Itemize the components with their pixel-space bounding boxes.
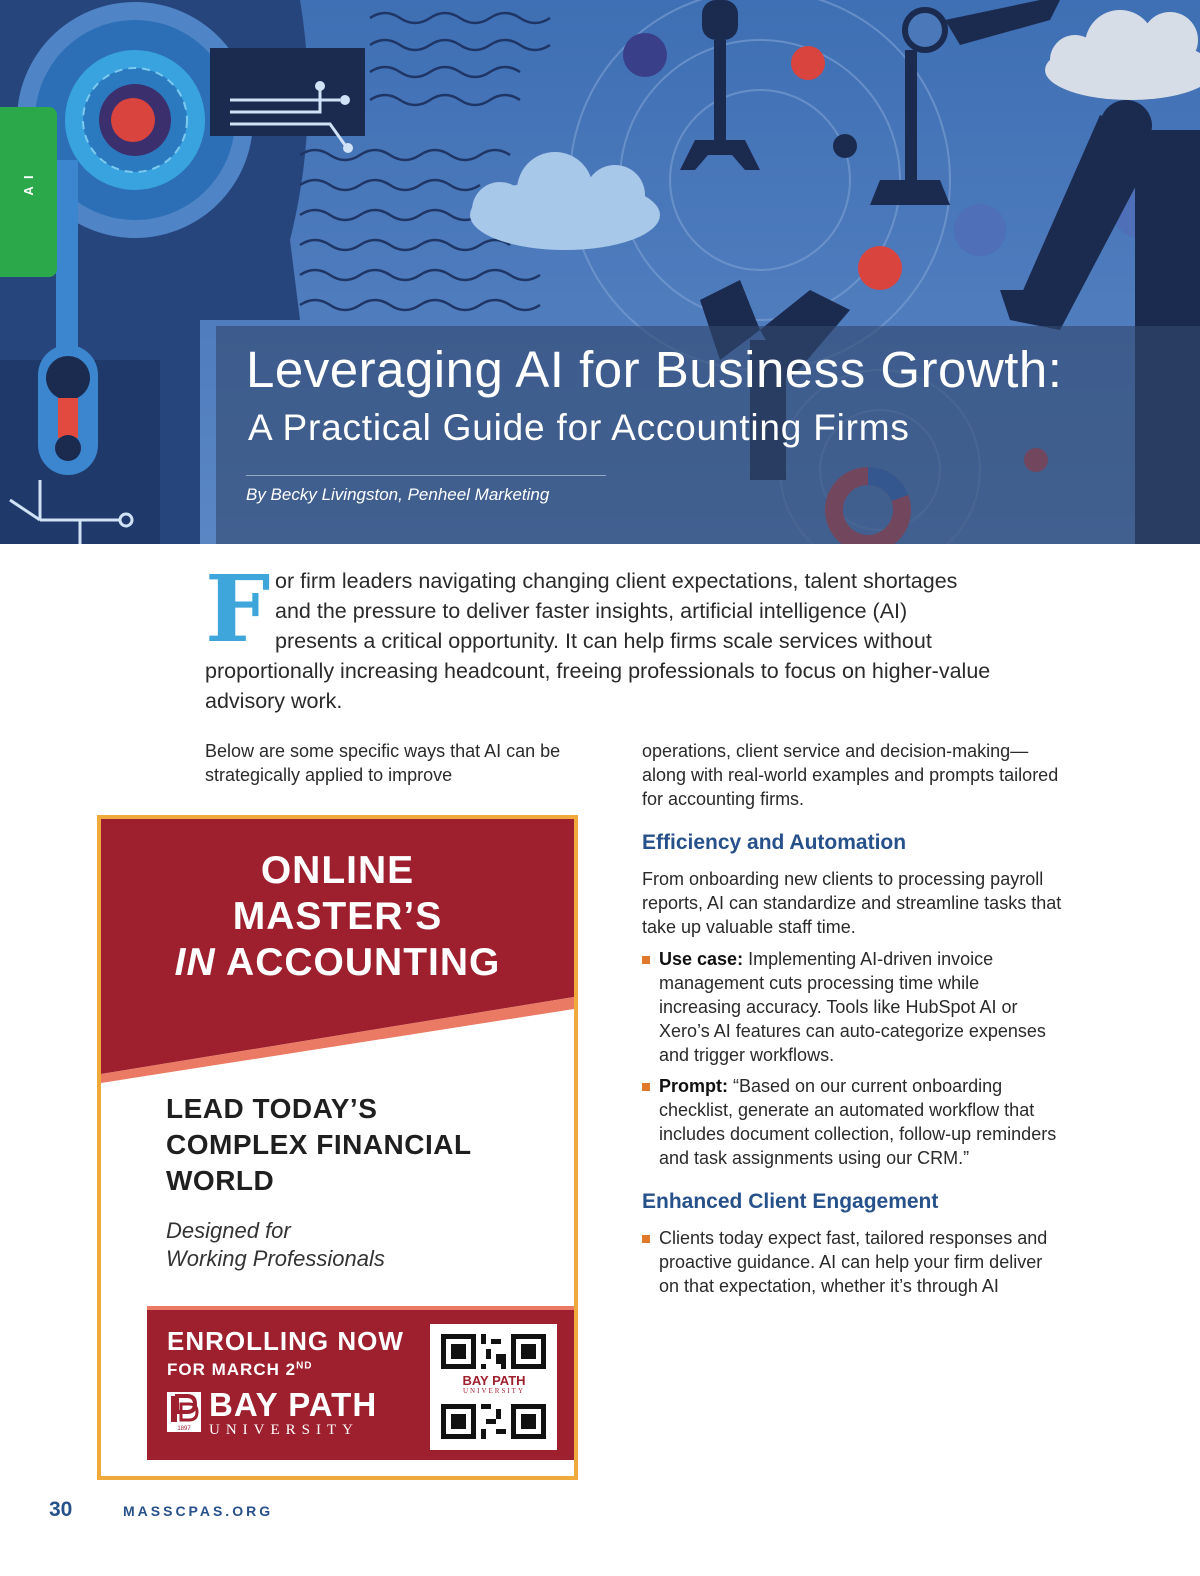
right-column: [642, 739, 1062, 1305]
bullet-label: Prompt:: [659, 1076, 728, 1096]
bullet-text: Clients today expect fast, tailored responses and proactive guidance. AI can help your firm deliver on that expectation, whether it’s through AI: [659, 1228, 1048, 1296]
drop-cap: F: [205, 555, 271, 663]
qr-code[interactable]: [430, 1324, 557, 1450]
section-body: From onboarding new clients to processing payroll reports, AI can standardize and streamline tasks that take up valuable staff time.: [642, 869, 1062, 937]
ad-headline-3: [101, 941, 574, 985]
qr-logo: [444, 1374, 544, 1395]
bullet-list: [642, 947, 1062, 1170]
list-item: [642, 947, 1062, 1067]
bullet-square-icon: [642, 1235, 650, 1243]
ad-enroll-text: ENROLLING NOW: [167, 1326, 404, 1356]
logo-year: 1897: [177, 1426, 191, 1432]
advertisement[interactable]: [97, 815, 578, 1480]
intro-text: or firm leaders navigating changing client expectations, talent shortages and the pressure to deliver faster insights, artificial intelligence (AI) presents a critical opportunity. It can help firms scale services without proportionally increasing headcount, freeing professionals to focus on higher-value advisory work.: [205, 569, 991, 713]
ad-designed-1: Designed for: [166, 1218, 291, 1243]
ad-logo-name: BAY PATH: [209, 1386, 378, 1423]
page-number: 30: [49, 1498, 73, 1521]
section-tab: [0, 107, 57, 277]
left-column-text: Below are some specific ways that AI can be strategically applied to improve: [205, 741, 561, 785]
section-heading: Efficiency and Automation: [642, 831, 907, 854]
ad-lead-1: LEAD TODAY’S: [166, 1093, 378, 1124]
article-subtitle: A Practical Guide for Accounting Firms: [248, 407, 910, 448]
ad-headline-3-italic: IN: [174, 941, 216, 984]
ad-enroll-banner: [147, 1306, 574, 1460]
bullet-text: Implementing AI-driven invoice management cuts processing time while increasing accuracy. Tools like HubSpot AI or Xero’s AI features can auto-categorize expenses and trigger workflows.: [659, 949, 1046, 1065]
ad-headline-3-text: ACCOUNTING: [226, 941, 501, 984]
bullet-list: [642, 1226, 1062, 1298]
bay-path-logo-icon: [167, 1392, 201, 1432]
title-divider: [246, 475, 606, 476]
ad-march-text: [167, 1360, 313, 1380]
site-url[interactable]: MASSCPAS.ORG: [123, 1503, 274, 1519]
article-title: Leveraging AI for Business Growth:: [246, 341, 1063, 398]
section-tab-label: A I: [21, 173, 36, 196]
ad-march-label: FOR MARCH 2: [167, 1360, 297, 1379]
ad-headline-2: MASTER’S: [232, 895, 443, 938]
ad-lead-2: COMPLEX FINANCIAL: [166, 1129, 472, 1160]
ad-logo-sub: UNIVERSITY: [209, 1422, 359, 1438]
hero-illustration: [0, 0, 1200, 544]
ad-headline-1: ONLINE: [260, 849, 415, 892]
ad-designed-2: Working Professionals: [166, 1246, 385, 1271]
article-byline: By Becky Livingston, Penheel Marketing: [246, 485, 550, 504]
ad-march-sup: ND: [296, 1360, 313, 1372]
bullet-label: Use case:: [659, 949, 744, 969]
list-item: [642, 1226, 1062, 1298]
qr-logo-name: BAY PATH: [462, 1373, 526, 1388]
bullet-square-icon: [642, 956, 650, 964]
ad-lead-3: WORLD: [166, 1165, 275, 1196]
qr-logo-sub: UNIVERSITY: [463, 1387, 525, 1395]
section-heading: Enhanced Client Engagement: [642, 1190, 939, 1213]
intro-paragraph: [205, 555, 995, 716]
bullet-text: “Based on our current onboarding checklist, generate an automated workflow that includes document collection, follow-up reminders and task assignments using our CRM.”: [659, 1076, 1057, 1168]
bullet-square-icon: [642, 1083, 650, 1091]
right-column-continuation: operations, client service and decision-making—along with real-world examples and prompts tailored for accounting firms.: [642, 741, 1059, 809]
list-item: [642, 1074, 1062, 1170]
